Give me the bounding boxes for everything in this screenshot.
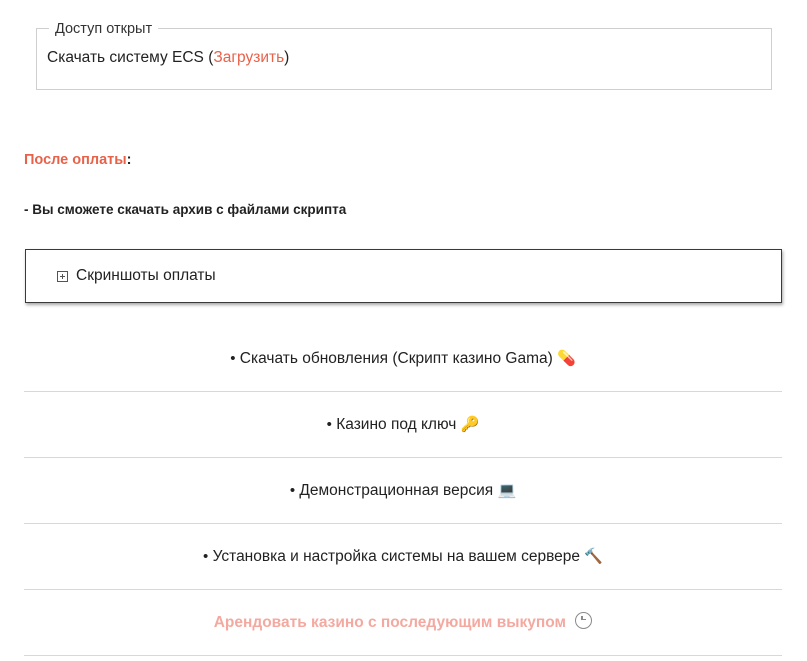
list-item-label: Установка и настройка системы на вашем сервере: [212, 548, 580, 565]
download-link[interactable]: Загрузить: [213, 49, 285, 66]
list-item-bullet: •: [326, 416, 332, 433]
list-item[interactable]: [24, 524, 782, 590]
download-ecs-suffix: ): [284, 49, 290, 66]
screenshots-accordion[interactable]: [25, 249, 782, 303]
list-item-bullet: •: [203, 548, 209, 565]
key-emoji: 🔑: [460, 416, 480, 433]
list-item[interactable]: [24, 392, 782, 458]
list-item-bullet: •: [289, 482, 296, 499]
hammer-emoji: 🔨: [584, 548, 603, 565]
screenshots-accordion-label: Скриншоты оплаты: [76, 267, 216, 284]
list-item[interactable]: [24, 458, 782, 524]
access-open-legend: Доступ открыт: [49, 19, 158, 39]
after-payment-heading-colon: :: [126, 152, 132, 168]
laptop-emoji: 💻: [497, 482, 517, 499]
screenshots-accordion-inner: [57, 267, 216, 285]
list-item[interactable]: [24, 326, 782, 392]
list-item-bullet: •: [230, 350, 236, 367]
rent-casino-item[interactable]: [24, 590, 782, 656]
clock-icon: [575, 612, 592, 629]
after-payment-heading-highlight: После оплаты: [24, 152, 127, 168]
download-ecs-text: [47, 49, 289, 67]
after-payment-heading: [24, 152, 131, 168]
after-payment-note: - Вы сможете скачать архив с файлами скрипта: [24, 202, 347, 217]
download-ecs-prefix: Скачать систему ECS (: [47, 49, 214, 66]
list-item-label: Казино под ключ: [336, 416, 457, 433]
access-open-box: [36, 21, 772, 90]
pill-emoji: 💊: [557, 350, 576, 367]
list-item-label: Демонстрационная версия: [299, 482, 494, 499]
list-item-label: Скачать обновления (Скрипт казино Gama): [239, 350, 553, 367]
rent-casino-label: Арендовать казино с последующим выкупом: [213, 614, 566, 631]
plus-box-icon[interactable]: [57, 271, 68, 282]
